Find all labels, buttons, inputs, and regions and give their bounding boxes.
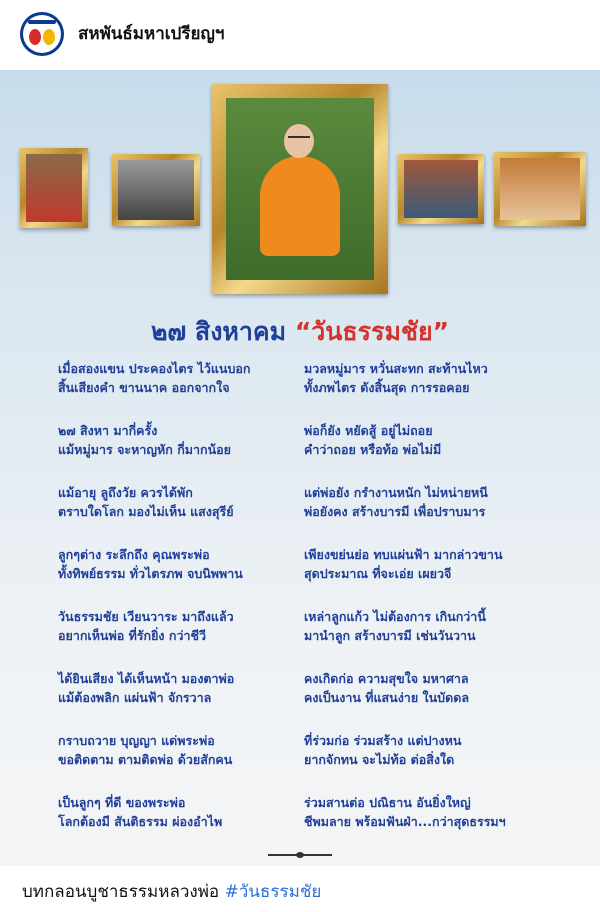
caption-hashtag-link[interactable]: #วันธรรมชัย — [224, 882, 322, 902]
stanza — [0, 546, 600, 586]
photo-right-2 — [500, 158, 580, 220]
avatar-logo-yellow-emblem — [43, 29, 55, 45]
poem-line: ร่วมสานต่อ ปณิธาน อันยิ่งใหญ่ — [304, 795, 471, 810]
stanza — [0, 484, 600, 524]
photo-left-1 — [26, 154, 82, 222]
photo-frame-left-2 — [112, 154, 200, 226]
poem-line: อยากเห็นพ่อ ที่รักยิ่ง กว่าชีวี — [58, 628, 206, 643]
poem-line: เมื่อสองแขน ประคองไตร ไว้แนบอก — [58, 361, 251, 376]
post-header — [0, 0, 600, 68]
poem-line: มวลหมู่มาร หวั่นสะทก สะท้านไหว — [304, 361, 488, 376]
avatar-logo-red-emblem — [29, 29, 41, 45]
photo-frame-right-1 — [398, 154, 484, 224]
poem-line: ได้ยินเสียง ได้เห็นหน้า มองตาพ่อ — [58, 671, 235, 686]
photo-main-monk — [226, 98, 374, 280]
monk-glasses — [288, 136, 310, 143]
poem-line: คงเกิดก่อ ความสุขใจ มหาศาล — [304, 671, 469, 686]
stanza — [0, 422, 600, 462]
poem-line: เป็นลูกๆ ที่ดี ของพระพ่อ — [58, 795, 186, 810]
poem-line: กราบถวาย บุญญา แด่พระพ่อ — [58, 733, 215, 748]
poem-line: พ่อยังคง สร้างบารมี เพื่อปราบมาร — [304, 504, 486, 519]
poem-line: คำว่าถอย หรือท้อ พ่อไม่มี — [304, 442, 442, 457]
poster-title-date: ๒๗ สิงหาคม — [150, 317, 295, 346]
avatar-logo-text-bar — [28, 20, 56, 24]
monk-robe — [260, 156, 340, 256]
ornament-center — [296, 852, 304, 858]
poem-line: ทั้งทิพย์ธรรม ทั่วไตรภพ จบนิพพาน — [58, 566, 243, 581]
poem-line: ลูกๆต่าง ระลึกถึง คุณพระพ่อ — [58, 547, 210, 562]
poem-line: วันธรรมชัย เวียนวาระ มาถึงแล้ว — [58, 609, 234, 624]
photo-frame-left-1 — [20, 148, 88, 228]
poem-line: สิ้นเสียงคำ ขานนาค ออกจากใจ — [58, 380, 230, 395]
poem-line: เพียงขย่นย่อ ทบแผ่นฟ้า มากล่าวขาน — [304, 547, 503, 562]
poem-line: โลกต้องมี สันติธรรม ผ่องอำไพ — [58, 814, 223, 829]
poem-line: ยากจักทน จะไม่ท้อ ต่อสิ่งใด — [304, 752, 455, 767]
poem-line: ขอติดตาม ตามติดพ่อ ด้วยสักคน — [58, 752, 233, 767]
poem-line: แต่พ่อยัง กรำงานหนัก ไม่หน่ายหนี — [304, 485, 488, 500]
poem-line: ตราบใดโลก มองไม่เห็น แสงสุรีย์ — [58, 504, 234, 519]
post-caption — [22, 878, 321, 905]
poem-line: ทั้งภพไตร ดังสิ้นสุด การรอคอย — [304, 380, 470, 395]
poster-title — [0, 312, 600, 352]
poem-line: พ่อก็ยัง หยัดสู้ อยู่ไม่ถอย — [304, 423, 433, 438]
stanza — [0, 608, 600, 648]
stanza — [0, 360, 600, 400]
poem-line: เหล่าลูกแก้ว ไม่ต้องการ เกินกว่านี้ — [304, 609, 486, 624]
caption-text: บทกลอนบูชาธรรมหลวงพ่อ — [22, 882, 225, 902]
poster-title-highlight: “วันธรรมชัย” — [294, 317, 450, 346]
photo-left-2 — [118, 160, 194, 220]
poem-line: ชีพมลาย พร้อมฟันฝ่า...กว่าสุดธรรมฯ — [304, 814, 506, 829]
photo-right-1 — [404, 160, 478, 218]
poem-line: มานำลูก สร้างบารมี เช่นวันวาน — [304, 628, 476, 643]
photo-frame-main — [212, 84, 388, 294]
stanza — [0, 732, 600, 772]
poem-line: สุดประมาณ ที่จะเอ่ย เผยวจี — [304, 566, 452, 581]
poem-line: แม้ต้องพลิก แผ่นฟ้า จักรวาล — [58, 690, 212, 705]
stanza — [0, 794, 600, 834]
poem-line: แม้หมู่มาร จะหาญหัก กี่มากน้อย — [58, 442, 231, 457]
stanza — [0, 670, 600, 710]
page-avatar[interactable] — [20, 12, 64, 56]
poem-line: คงเป็นงาน ที่แสนง่าย ในบัดดล — [304, 690, 469, 705]
poem-line: ๒๗ สิงหา มากี่ครั้ง — [58, 423, 158, 438]
photo-frame-right-2 — [494, 152, 586, 226]
poem-line: ที่ร่วมก่อ ร่วมสร้าง แต่ปางหน — [304, 733, 462, 748]
ornament-divider — [268, 852, 332, 858]
page-name-link[interactable]: สหพันธ์มหาเปรียญฯ — [78, 24, 225, 44]
post-image[interactable] — [0, 70, 600, 866]
poem-line: แม้อายุ ลูถึงวัย ควรได้พัก — [58, 485, 193, 500]
